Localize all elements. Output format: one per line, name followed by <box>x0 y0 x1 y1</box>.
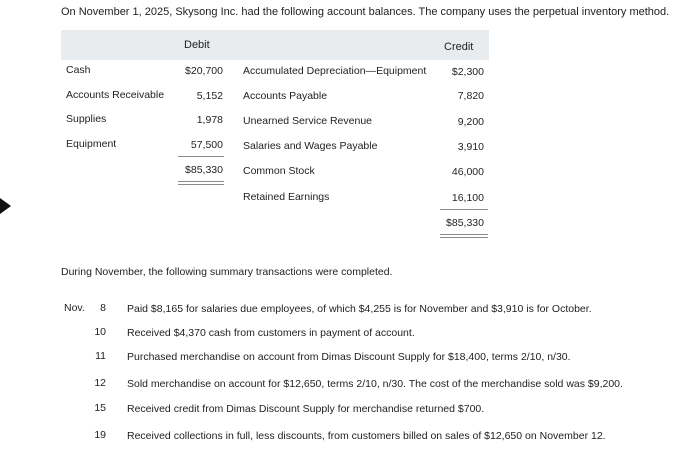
credit-account-retained-earnings: Retained Earnings <box>243 191 330 203</box>
credit-header: Credit <box>444 41 474 53</box>
credit-amount-accum-depreciation: $2,300 <box>451 66 484 78</box>
tx-text: Received credit from Dimas Discount Supply for merchandise returned $700. <box>127 403 485 415</box>
tx-day: 10 <box>94 326 106 338</box>
tx-month: Nov. <box>64 302 85 314</box>
credit-total-rule <box>440 209 488 210</box>
credit-account-common-stock: Common Stock <box>243 165 315 177</box>
credit-account-salaries: Salaries and Wages Payable <box>243 140 378 152</box>
debit-total-rule <box>178 156 224 157</box>
tx-day: 15 <box>94 402 106 414</box>
credit-account-accum-depreciation: Accumulated Depreciation—Equipment <box>243 65 427 77</box>
tx-text: Received $4,370 cash from customers in payment of account. <box>127 327 415 339</box>
credit-amount-common-stock: 46,000 <box>451 166 484 178</box>
credit-account-unearned: Unearned Service Revenue <box>243 115 372 127</box>
debit-total-underline-1 <box>178 181 224 182</box>
debit-account-equipment: Equipment <box>66 138 117 150</box>
debit-amount-cash: $20,700 <box>185 65 223 77</box>
credit-amount-payable: 7,820 <box>457 90 484 102</box>
debit-account-cash: Cash <box>66 64 91 76</box>
intro-text: On November 1, 2025, Skysong Inc. had the following account balances. The company uses the perpetual inventory method. <box>61 6 670 18</box>
debit-account-receivable: Accounts Receivable <box>66 89 165 101</box>
tx-text: Paid $8,165 for salaries due employees, of which $4,255 is for November and $3,910 is for October. <box>127 303 592 315</box>
credit-account-payable: Accounts Payable <box>243 90 328 102</box>
credit-amount-salaries: 3,910 <box>457 141 484 153</box>
tx-day: 19 <box>94 429 106 441</box>
tx-text: Sold merchandise on account for $12,650, terms 2/10, n/30. The cost of the merchandise sold was $9,200. <box>127 378 623 390</box>
tx-text: Purchased merchandise on account from Dimas Discount Supply for $18,400, terms 2/10, n/30. <box>127 351 571 363</box>
table-header-band <box>61 30 489 60</box>
debit-amount-supplies: 1,978 <box>196 114 223 126</box>
arrow-tail <box>0 203 5 209</box>
credit-total-underline-2 <box>440 237 488 238</box>
tx-day: 11 <box>95 350 106 362</box>
debit-amount-receivable: 5,152 <box>196 90 223 102</box>
tx-day: 8 <box>100 302 106 314</box>
credit-amount-retained-earnings: 16,100 <box>451 192 484 204</box>
credit-total: $85,330 <box>446 217 484 229</box>
debit-header: Debit <box>184 39 210 51</box>
debit-account-supplies: Supplies <box>66 113 107 125</box>
debit-total-underline-2 <box>178 184 224 185</box>
tx-day: 12 <box>94 377 106 389</box>
credit-total-underline-1 <box>440 234 488 235</box>
during-text: During November, the following summary transactions were completed. <box>61 266 393 278</box>
tx-text: Received collections in full, less discounts, from customers billed on sales of $12,650 on November 12. <box>127 430 606 442</box>
debit-amount-equipment: 57,500 <box>190 139 223 151</box>
debit-total: $85,330 <box>185 164 223 176</box>
credit-amount-unearned: 9,200 <box>457 116 484 128</box>
